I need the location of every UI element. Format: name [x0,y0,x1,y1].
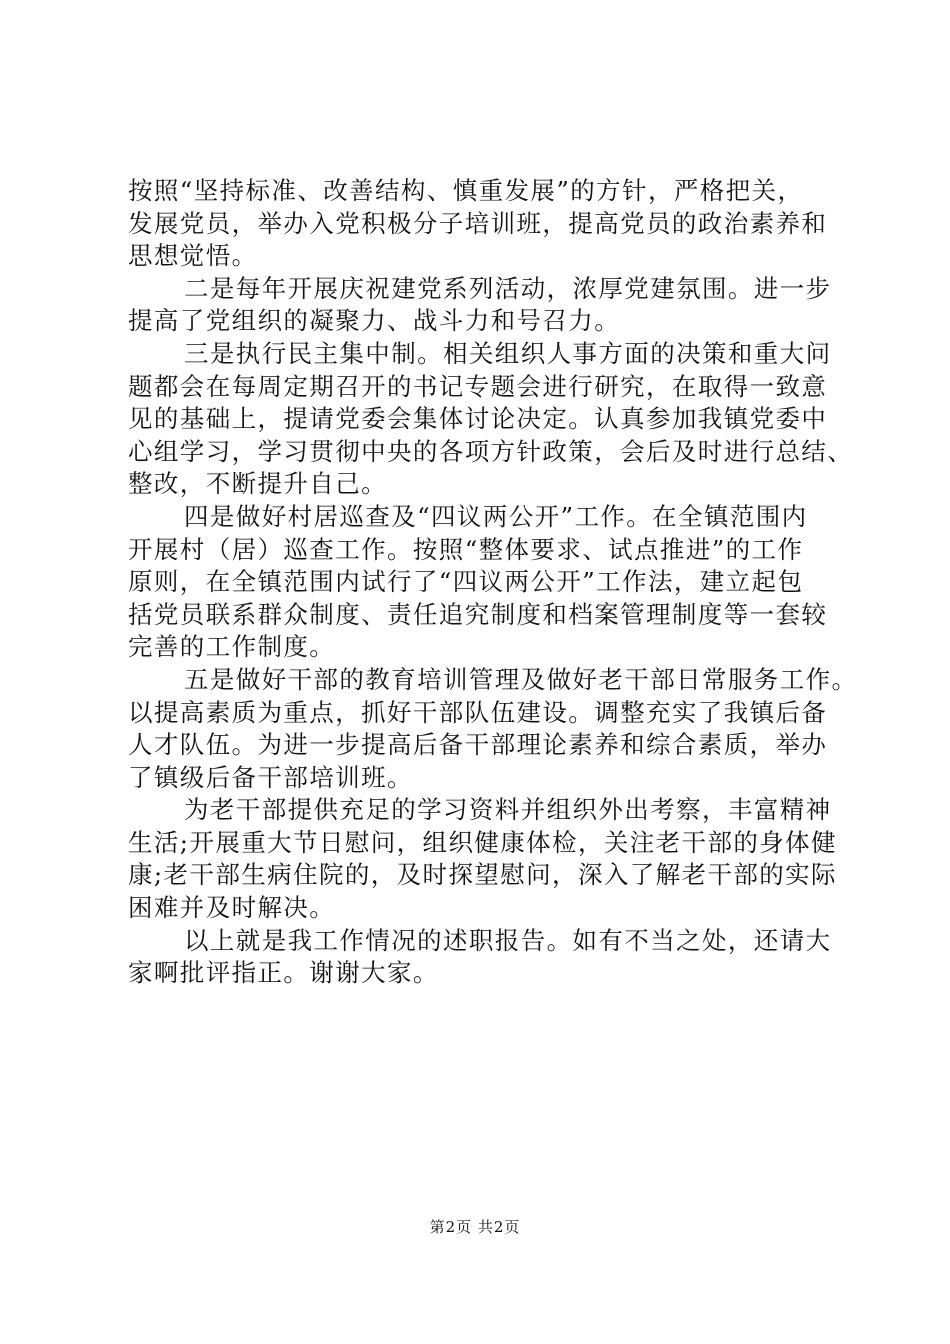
text-line: 完善的工作制度。 [128,632,336,662]
paragraph-3 [128,338,854,501]
text-line: 生活;开展重大节日慰问，组织健康体检，关注老干部的身体健 [128,827,837,857]
text-line: 见的基础上，提请党委会集体讨论决定。认真参加我镇党委中 [128,404,828,434]
document-body [128,175,858,990]
text-line: 按照“坚持标准、改善结构、慎重发展”的方针，严格把关， [128,176,804,205]
paragraph-2 [128,273,832,338]
text-line: 为老干部提供充足的学习资料并组织外出考察，丰富精神 [184,795,832,825]
text-line: 以上就是我工作情况的述职报告。如有不当之处，还请大 [184,925,832,955]
text-line: 发展党员，举办入党积极分子培训班，提高党员的政治素养和 [128,208,828,238]
text-line: 人才队伍。为进一步提高后备干部理论素养和综合素质，举办 [128,730,828,760]
paragraph-5 [128,664,858,794]
page-number-footer: 第2页 共2页 [429,1218,521,1236]
text-line: 康;老干部生病住院的，及时探望慰问，深入了解老干部的实际 [128,860,837,890]
text-line: 家啊批评指正。谢谢大家。 [128,958,439,988]
text-line: 思想觉悟。 [128,241,258,271]
text-line: 了镇级后备干部培训班。 [128,762,413,792]
text-line: 开展村（居）巡查工作。按照“整体要求、试点推进”的工作 [128,534,804,564]
text-line: 困难并及时解决。 [128,893,336,923]
paragraph-1 [128,175,828,273]
text-line: 四是做好村居巡查及“四议两公开”工作。在全镇范围内 [184,501,808,531]
text-line: 以提高素质为重点，抓好干部队伍建设。调整充实了我镇后备 [128,697,828,727]
text-line: 原则，在全镇范围内试行了“四议两公开”工作法，建立起包 [128,567,804,597]
text-line: 五是做好干部的教育培训管理及做好老干部日常服务工作。 [184,664,858,694]
text-line: 二是每年开展庆祝建党系列活动，浓厚党建氛围。进一步 [184,273,832,303]
text-line: 提高了党组织的凝聚力、战斗力和号召力。 [128,306,621,336]
paragraph-7 [128,925,832,990]
text-line: 三是执行民主集中制。相关组织人事方面的决策和重大问 [184,338,832,368]
paragraph-4 [128,501,828,664]
text-line: 整改，不断提升自己。 [128,469,387,499]
text-line: 括党员联系群众制度、责任追究制度和档案管理制度等一套较 [128,599,828,629]
text-line: 心组学习，学习贯彻中央的各项方针政策，会后及时进行总结、 [128,436,854,466]
paragraph-6 [128,794,837,924]
text-line: 题都会在每周定期召开的书记专题会进行研究，在取得一致意 [128,371,828,401]
